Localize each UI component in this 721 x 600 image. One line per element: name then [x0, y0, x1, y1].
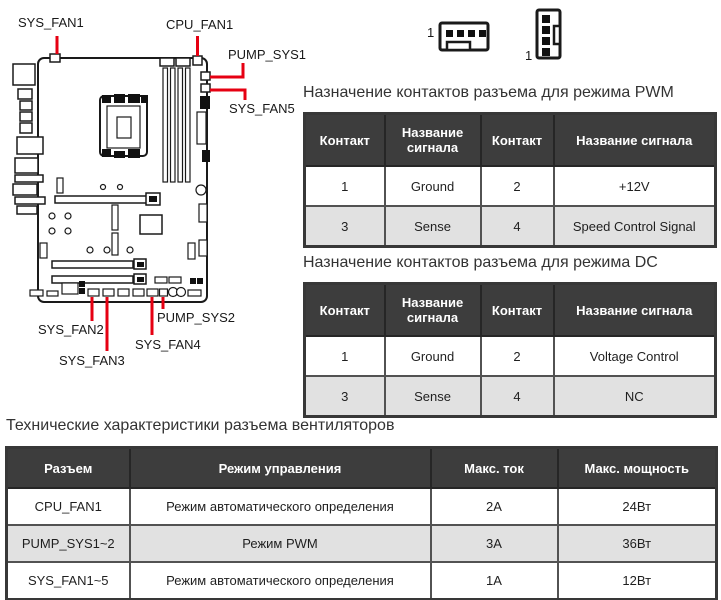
- label-sys-fan4: SYS_FAN4: [135, 337, 201, 352]
- current-cell: 2A: [431, 488, 558, 525]
- table-row: [305, 376, 716, 417]
- specs-section-title: Технические характеристики разъема вентиляторов: [6, 417, 395, 434]
- signal-cell: +12V: [554, 166, 716, 206]
- column-header: Контакт: [481, 284, 554, 337]
- label-pump-sys2: PUMP_SYS2: [157, 310, 236, 325]
- table-row: [7, 488, 717, 525]
- header-row: [305, 114, 716, 167]
- power-cell: 24Вт: [558, 488, 717, 525]
- connector-cell: PUMP_SYS1~2: [7, 525, 130, 562]
- column-header: Макс. мощность: [558, 448, 717, 489]
- signal-cell: NC: [554, 376, 716, 417]
- column-header: Название сигнала: [554, 284, 716, 337]
- power-cell: 36Вт: [558, 525, 717, 562]
- current-cell: 1A: [431, 562, 558, 600]
- pwm-pinout-table: [303, 112, 717, 248]
- pin-cell: 1: [305, 336, 385, 376]
- signal-cell: Ground: [385, 336, 481, 376]
- pin-cell: 2: [481, 166, 554, 206]
- table-row: [305, 166, 716, 206]
- label-sys-fan3: SYS_FAN3: [59, 353, 125, 368]
- pin-cell: 4: [481, 376, 554, 417]
- pin-cell: 1: [305, 166, 385, 206]
- label-pump-sys1: PUMP_SYS1: [228, 47, 307, 62]
- current-cell: 3A: [431, 525, 558, 562]
- column-header: Контакт: [305, 114, 385, 167]
- mode-cell: Режим PWM: [130, 525, 431, 562]
- column-header: Разъем: [7, 448, 130, 489]
- header-row: [305, 284, 716, 337]
- column-header: Название сигнала: [385, 284, 481, 337]
- column-header: Контакт: [305, 284, 385, 337]
- pin-cell: 4: [481, 206, 554, 247]
- table-row: [305, 206, 716, 247]
- signal-cell: Sense: [385, 376, 481, 417]
- fan-connector-4pin-vertical-icon: [520, 3, 570, 67]
- signal-cell: Speed Control Signal: [554, 206, 716, 247]
- label-sys-fan5: SYS_FAN5: [229, 101, 295, 116]
- connector-cell: SYS_FAN1~5: [7, 562, 130, 600]
- table-row: [7, 525, 717, 562]
- pwm-section-title: Назначение контактов разъема для режима PWM: [303, 84, 674, 101]
- pin-cell: 3: [305, 206, 385, 247]
- column-header: Режим управления: [130, 448, 431, 489]
- fan-specs-table: [5, 446, 718, 600]
- column-header: Контакт: [481, 114, 554, 167]
- label-sys-fan1: SYS_FAN1: [18, 15, 84, 30]
- column-header: Название сигнала: [385, 114, 481, 167]
- connector-cell: CPU_FAN1: [7, 488, 130, 525]
- column-header: Макс. ток: [431, 448, 558, 489]
- pin1-number: 1: [427, 25, 435, 40]
- table-row: [7, 562, 717, 600]
- signal-cell: Voltage Control: [554, 336, 716, 376]
- label-cpu-fan1: CPU_FAN1: [166, 17, 234, 32]
- header-row: [7, 448, 717, 489]
- pin1-number: 1: [525, 48, 533, 63]
- fan-connector-4pin-horizontal-icon: [420, 18, 502, 56]
- table-row: [305, 336, 716, 376]
- dc-pinout-table: [303, 282, 717, 418]
- power-cell: 12Вт: [558, 562, 717, 600]
- pin-cell: 2: [481, 336, 554, 376]
- mode-cell: Режим автоматического определения: [130, 562, 431, 600]
- signal-cell: Sense: [385, 206, 481, 247]
- pin-cell: 3: [305, 376, 385, 417]
- column-header: Название сигнала: [554, 114, 716, 167]
- label-sys-fan2: SYS_FAN2: [38, 322, 104, 337]
- mode-cell: Режим автоматического определения: [130, 488, 431, 525]
- signal-cell: Ground: [385, 166, 481, 206]
- dc-section-title: Назначение контактов разъема для режима DC: [303, 254, 658, 271]
